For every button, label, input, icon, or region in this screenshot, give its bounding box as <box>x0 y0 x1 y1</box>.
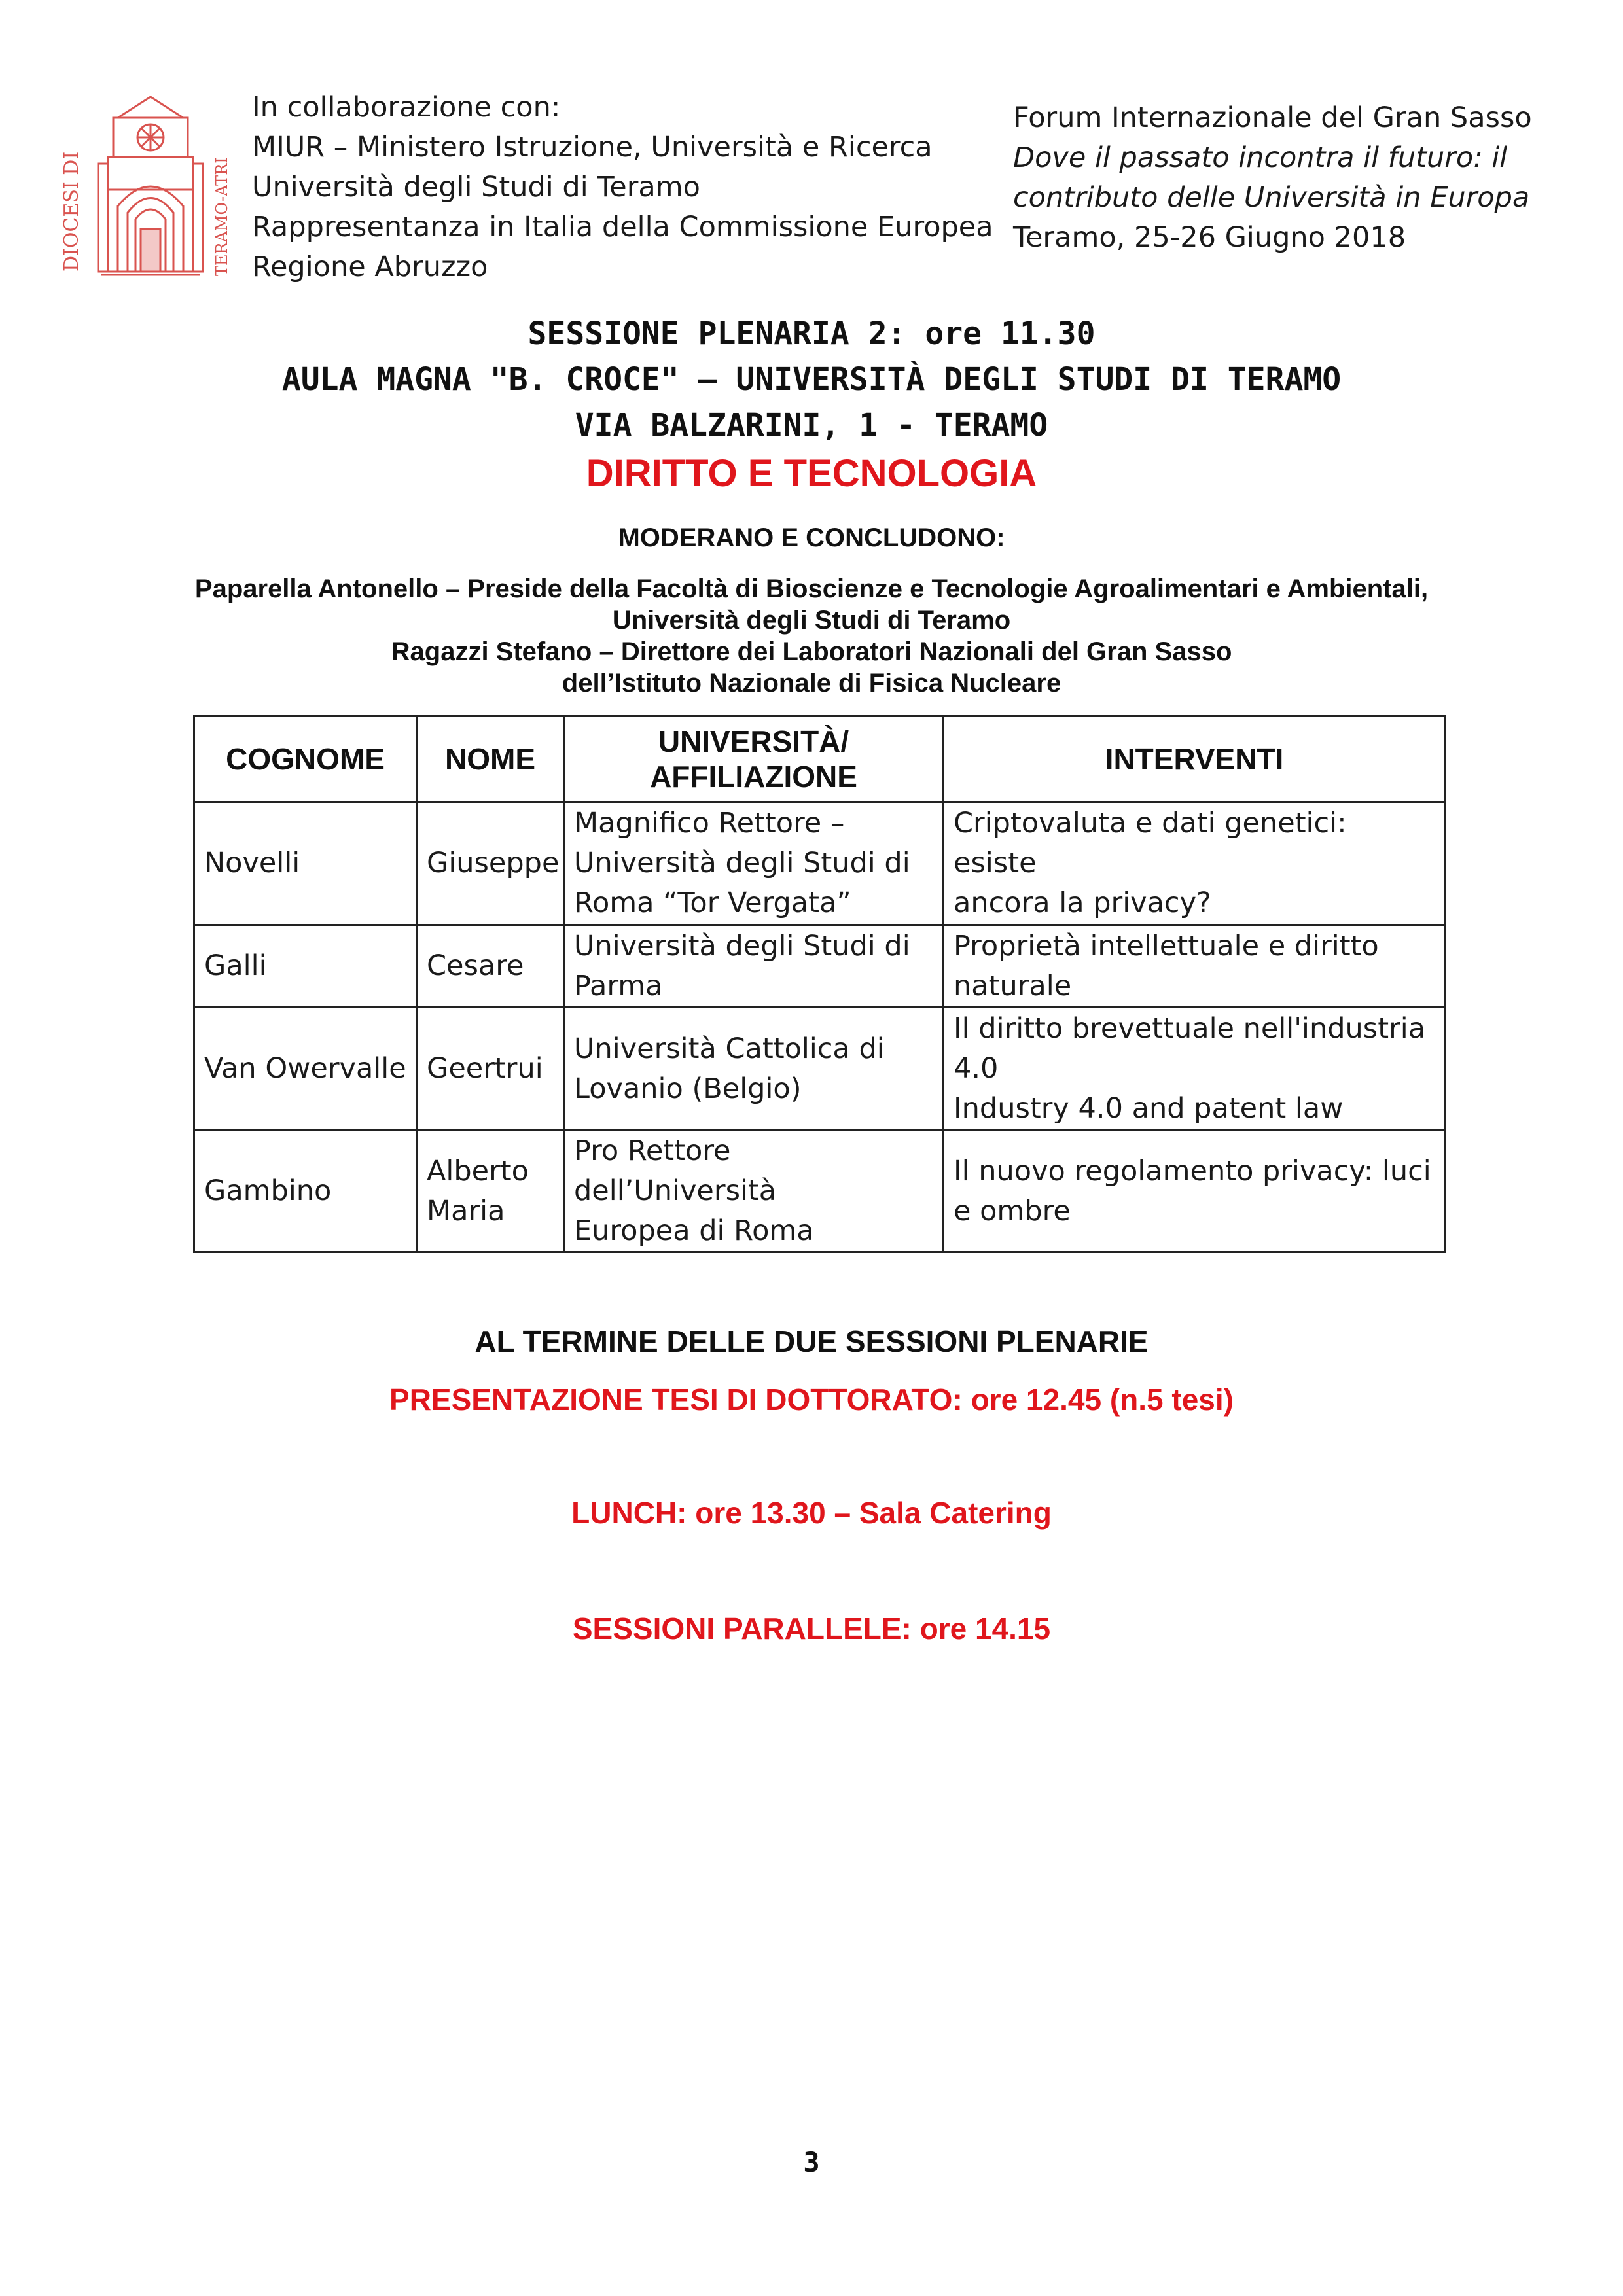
diocese-logo <box>62 92 239 281</box>
cell-cognome: Galli <box>194 925 417 1008</box>
cell-affiliazione <box>564 802 944 925</box>
affiliazione-line: Pro Rettore dell’Università <box>574 1135 777 1207</box>
svg-text:TERAMO-ATRI: TERAMO-ATRI <box>213 157 231 276</box>
cell-nome: Geertrui <box>417 1008 564 1131</box>
forum-date: Teramo, 25-26 Giugno 2018 <box>1013 221 1406 254</box>
affiliazione-line: Parma <box>574 969 663 1002</box>
lunch-info: LUNCH: ore 13.30 – Sala Catering <box>571 1496 1052 1530</box>
table-header-row <box>194 716 1446 802</box>
table-row <box>194 802 1446 925</box>
intervento-line: Il nuovo regolamento privacy: luci <box>954 1154 1431 1188</box>
collaboration-block <box>252 88 998 287</box>
session-address: VIA BALZARINI, 1 - TERAMO <box>575 407 1048 444</box>
cell-intervento <box>944 1131 1446 1252</box>
collaboration-heading: In collaborazione con: <box>252 91 561 124</box>
header-interventi: INTERVENTI <box>944 716 1446 802</box>
partner-university: Università degli Studi di Teramo <box>252 171 700 203</box>
forum-subtitle-line1: Dove il passato incontra il futuro: il <box>1013 141 1508 174</box>
affiliazione-line: Roma “Tor Vergata” <box>574 887 851 919</box>
forum-block <box>1013 98 1602 258</box>
cell-affiliazione <box>564 1008 944 1131</box>
intervento-line: naturale <box>954 969 1072 1002</box>
cell-nome: Alberto Maria <box>417 1131 564 1252</box>
moderator-line: dell’Istituto Nazionale di Fisica Nucleare <box>562 669 1061 698</box>
church-icon <box>62 92 239 281</box>
cell-intervento <box>944 1008 1446 1131</box>
cell-intervento <box>944 925 1446 1008</box>
speakers-table <box>193 715 1446 1253</box>
cell-cognome: Novelli <box>194 802 417 925</box>
parallel-sessions: SESSIONI PARALLELE: ore 14.15 <box>572 1612 1051 1646</box>
intervento-line: Criptovaluta e dati genetici: esiste <box>954 807 1347 879</box>
after-sessions-heading: AL TERMINE DELLE DUE SESSIONI PLENARIE <box>474 1324 1149 1358</box>
forum-name: Forum Internazionale del Gran Sasso <box>1013 101 1532 134</box>
partner-miur: MIUR – Ministero Istruzione, Università e Ricerca <box>252 131 933 164</box>
table-row <box>194 1008 1446 1131</box>
table-row <box>194 1131 1446 1252</box>
affiliazione-line: Magnifico Rettore – <box>574 807 845 839</box>
thesis-presentation: PRESENTAZIONE TESI DI DOTTORATO: ore 12.45 (n.5 tesi) <box>389 1383 1234 1417</box>
table-row <box>194 925 1446 1008</box>
page-number: 3 <box>803 2146 820 2178</box>
cell-nome: Cesare <box>417 925 564 1008</box>
intervento-line: 4.0 <box>954 1052 999 1085</box>
affiliazione-line: Università degli Studi di <box>574 847 910 879</box>
affiliazione-line: Lovanio (Belgio) <box>574 1072 802 1105</box>
header-affiliazione: UNIVERSITÀ/ AFFILIAZIONE <box>564 716 944 802</box>
cell-nome: Giuseppe <box>417 802 564 925</box>
intervento-line: Il diritto brevettuale nell'industria <box>954 1012 1426 1045</box>
intervento-line: Industry 4.0 and patent law <box>954 1092 1344 1125</box>
intervento-line: e ombre <box>954 1194 1071 1227</box>
partner-commission: Rappresentanza in Italia della Commissione Europea <box>252 211 993 243</box>
session-title: DIRITTO E TECNOLOGIA <box>586 452 1037 495</box>
moderator-line: Università degli Studi di Teramo <box>612 606 1011 635</box>
affiliazione-line: Università Cattolica di <box>574 1032 885 1065</box>
header-nome: NOME <box>417 716 564 802</box>
affiliazione-line: Europea di Roma <box>574 1214 814 1247</box>
svg-text:DIOCESI DI: DIOCESI DI <box>62 151 83 272</box>
affiliazione-line: Università degli Studi di <box>574 929 910 963</box>
intervento-line: Proprietà intellettuale e diritto <box>954 929 1379 963</box>
cell-affiliazione <box>564 925 944 1008</box>
intervento-line: ancora la privacy? <box>954 887 1211 919</box>
forum-subtitle-line2: contributo delle Università in Europa <box>1013 181 1530 214</box>
moderator-line: Ragazzi Stefano – Direttore dei Laboratori Nazionali del Gran Sasso <box>391 637 1232 666</box>
cell-cognome: Van Owervalle <box>194 1008 417 1131</box>
header-cognome: COGNOME <box>194 716 417 802</box>
session-time: SESSIONE PLENARIA 2: ore 11.30 <box>527 315 1096 352</box>
session-venue: AULA MAGNA "B. CROCE" – UNIVERSITÀ DEGLI STUDI DI TERAMO <box>281 361 1342 398</box>
cell-cognome: Gambino <box>194 1131 417 1252</box>
moderators-list <box>0 573 1623 699</box>
partner-region: Regione Abruzzo <box>252 251 488 283</box>
moderators-heading: MODERANO E CONCLUDONO: <box>618 523 1005 552</box>
cell-affiliazione <box>564 1131 944 1252</box>
moderator-line: Paparella Antonello – Preside della Facoltà di Bioscienze e Tecnologie Agroalimentari e Ambientali, <box>194 574 1429 603</box>
cell-intervento <box>944 802 1446 925</box>
